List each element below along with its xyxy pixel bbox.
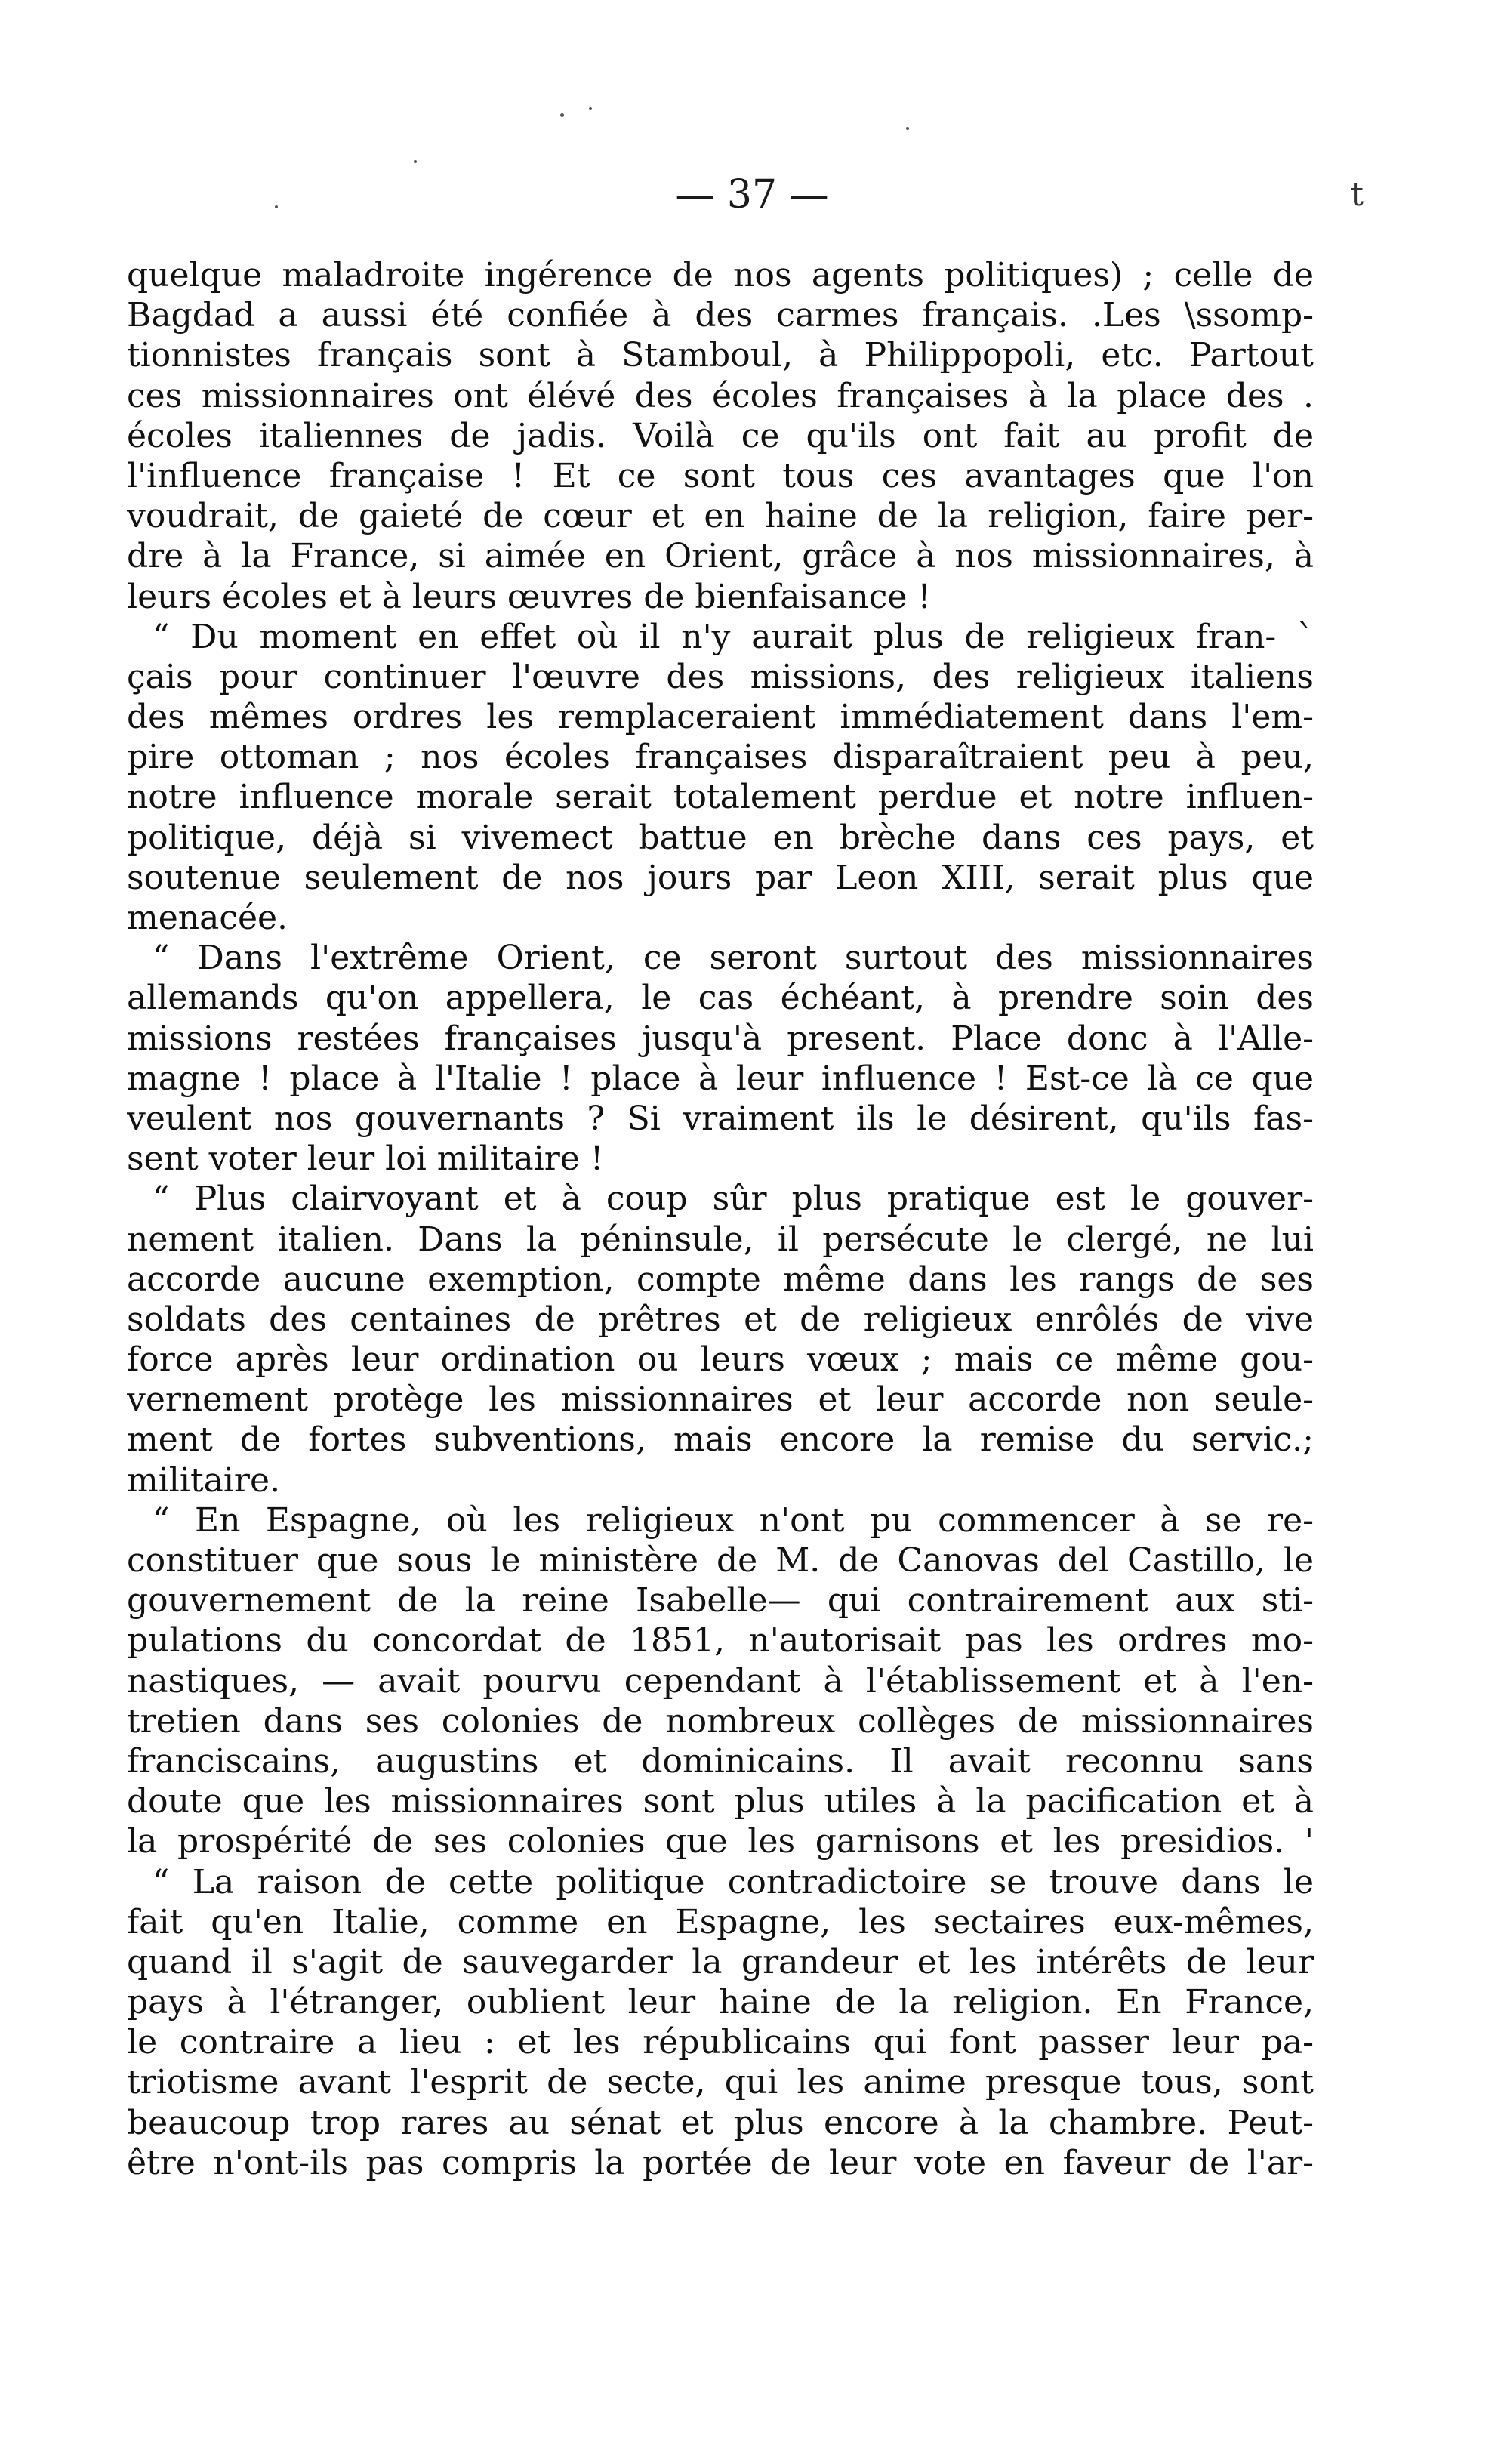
text-line: beaucoup trop rares au sénat et plus encore à la chambre. Peut-: [127, 2103, 1314, 2142]
text-line: missions restées françaises jusqu'à present. Place donc à l'Alle-: [127, 1019, 1314, 1058]
text-line: veulent nos gouvernants ? Si vraiment ils le désirent, qu'ils fas-: [127, 1099, 1314, 1138]
text-line: triotisme avant l'esprit de secte, qui les anime presque tous, sont: [127, 2063, 1314, 2102]
text-line: pulations du concordat de 1851, n'autorisait pas les ordres mo-: [127, 1621, 1314, 1661]
text-line: dre à la France, si aimée en Orient, grâce à nos missionnaires, à: [127, 537, 1314, 576]
text-line: franciscains, augustins et dominicains. Il avait reconnu sans: [127, 1741, 1314, 1781]
text-line: pays à l'étranger, oublient leur haine de la religion. En France,: [127, 1983, 1314, 2022]
page-header: [0, 165, 1504, 225]
text-line: ment de fortes subventions, mais encore la remise du servic.;: [127, 1420, 1314, 1460]
text-line: l'influence française ! Et ce sont tous ces avantages que l'on: [127, 456, 1314, 495]
text-line: menacée.: [127, 899, 288, 937]
body-text: [127, 255, 1314, 2183]
print-speck: [589, 107, 592, 110]
page-number: — 37 —: [675, 172, 829, 217]
text-line: soldats des centaines de prêtres et de religieux enrôlés de vive: [127, 1300, 1314, 1339]
text-line: le contraire a lieu : et les républicains qui font passer leur pa-: [127, 2023, 1314, 2062]
text-line: fait qu'en Italie, comme en Espagne, les sectaires eux-mêmes,: [127, 1902, 1314, 1941]
text-line: des mêmes ordres les remplaceraient immédiatement dans l'em-: [127, 698, 1314, 737]
text-line: la prospérité de ses colonies que les garnisons et les presidios. ': [127, 1822, 1314, 1861]
text-line: tionnistes français sont à Stamboul, à Philippopoli, etc. Partout: [127, 336, 1314, 375]
text-line: être n'ont-ils pas compris la portée de leur vote en faveur de l'ar-: [127, 2143, 1314, 2182]
text-line: “ Plus clairvoyant et à coup sûr plus pratique est le gouver-: [153, 1180, 1314, 1219]
text-line: “ Du moment en effet où il n'y aurait plus de religieux fran- `: [153, 617, 1314, 656]
text-line: nement italien. Dans la péninsule, il persécute le clergé, ne lui: [127, 1220, 1314, 1259]
text-line: accorde aucune exemption, compte même dans les rangs de ses: [127, 1260, 1314, 1299]
text-line: “ En Espagne, où les religieux n'ont pu commencer à se re-: [153, 1500, 1314, 1540]
text-line: quelque maladroite ingérence de nos agents politiques) ; celle de: [127, 256, 1314, 295]
text-line: magne ! place à l'Italie ! place à leur influence ! Est-ce là ce que: [127, 1059, 1314, 1098]
text-line: soutenue seulement de nos jours par Leon XIII, serait plus que: [127, 858, 1314, 897]
text-line: pire ottoman ; nos écoles françaises disparaîtraient peu à peu,: [127, 738, 1314, 777]
text-line: voudrait, de gaieté de cœur et en haine de la religion, faire per-: [127, 497, 1314, 536]
text-line: politique, déjà si vivemect battue en brèche dans ces pays, et: [127, 818, 1314, 857]
text-line: çais pour continuer l'œuvre des missions, des religieux italiens: [127, 657, 1314, 696]
corner-mark: t: [1350, 175, 1364, 214]
print-speck: [906, 127, 909, 130]
text-line: notre influence morale serait totalement perdue et notre influen-: [127, 778, 1314, 817]
text-line: gouvernement de la reine Isabelle— qui contrairement aux sti-: [127, 1581, 1314, 1621]
text-line: écoles italiennes de jadis. Voilà ce qu'ils ont fait au profit de: [127, 416, 1314, 455]
text-line: “ La raison de cette politique contradictoire se trouve dans le: [153, 1862, 1314, 1901]
text-line: force après leur ordination ou leurs vœux ; mais ce même gou-: [127, 1340, 1314, 1380]
text-line: doute que les missionnaires sont plus utiles à la pacification et à: [127, 1782, 1314, 1821]
text-line: sent voter leur loi militaire !: [127, 1139, 604, 1179]
print-speck: [275, 205, 278, 208]
text-line: vernement protège les missionnaires et leur accorde non seule-: [127, 1380, 1314, 1420]
text-line: leurs écoles et à leurs œuvres de bienfaisance !: [127, 577, 932, 616]
text-line: “ Dans l'extrême Orient, ce seront surtout des missionnaires: [153, 939, 1314, 978]
text-line: quand il s'agit de sauvegarder la grandeur et les intérêts de leur: [127, 1942, 1314, 1981]
print-speck: [560, 113, 564, 117]
text-line: ces missionnaires ont élévé des écoles françaises à la place des .: [127, 376, 1314, 415]
text-line: allemands qu'on appellera, le cas échéant, à prendre soin des: [127, 979, 1314, 1018]
text-line: militaire.: [127, 1460, 280, 1500]
text-line: tretien dans ses colonies de nombreux collèges de missionnaires: [127, 1701, 1314, 1741]
print-speck: [414, 160, 417, 163]
text-line: nastiques, — avait pourvu cependant à l'établissement et à l'en-: [127, 1661, 1314, 1701]
text-line: constituer que sous le ministère de M. de Canovas del Castillo, le: [127, 1541, 1314, 1580]
text-line: Bagdad a aussi été confiée à des carmes français. .Les \ssomp-: [127, 296, 1314, 335]
